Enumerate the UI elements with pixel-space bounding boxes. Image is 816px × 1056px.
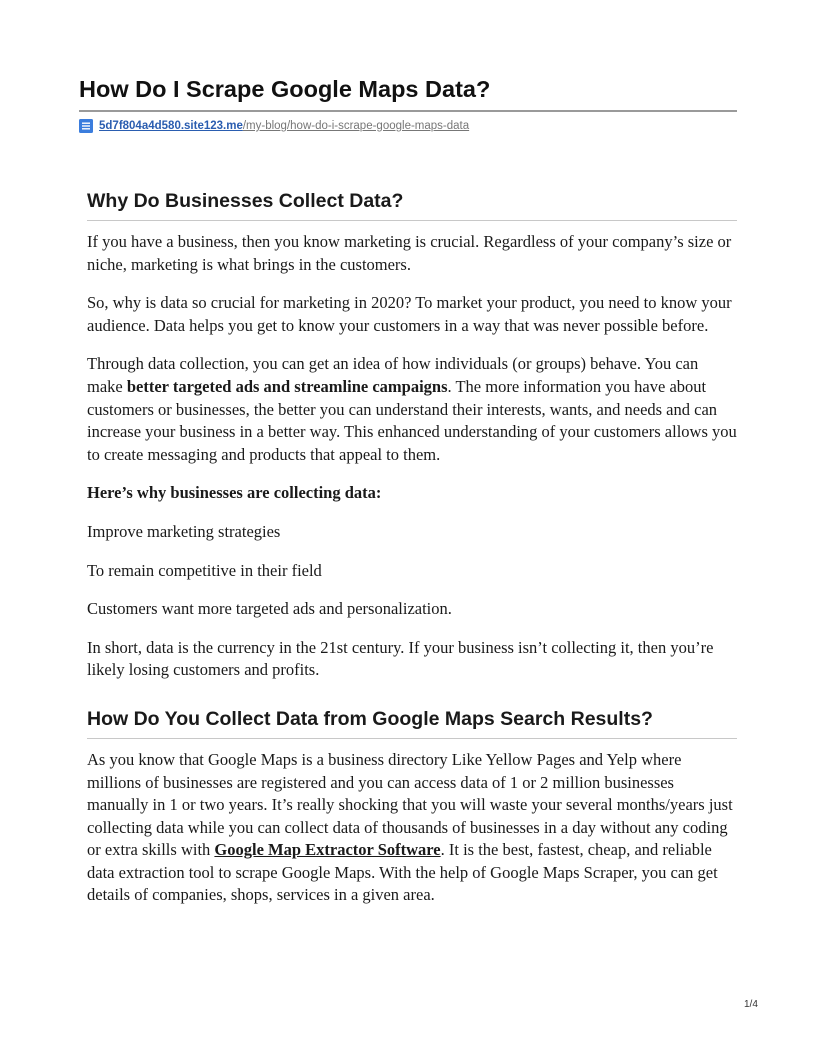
section-heading-how: How Do You Collect Data from Google Maps Search Results?	[87, 706, 737, 739]
list-item: Improve marketing strategies	[87, 521, 281, 541]
page-number: 1/4	[744, 999, 758, 1010]
paragraph	[87, 749, 737, 907]
bold-phrase: better targeted ads and streamline campaigns	[126, 376, 448, 396]
list-item: Customers want more targeted ads and personalization.	[87, 599, 452, 619]
source-link-row[interactable]	[79, 118, 469, 134]
google-map-extractor-link[interactable]: Google Map Extractor Software	[214, 840, 441, 860]
document-icon	[79, 119, 93, 133]
source-path-link[interactable]: /my-blog/how-do-i-scrape-google-maps-data	[242, 120, 470, 132]
list-heading-text: Here’s why businesses are collecting data:	[87, 483, 382, 503]
title-divider	[79, 110, 737, 112]
list-item: To remain competitive in their field	[87, 560, 322, 580]
section-heading-why: Why Do Businesses Collect Data?	[87, 188, 737, 221]
paragraph: So, why is data so crucial for marketing in 2020? To market your product, you need to know your audience. Data helps you get to know your customers in a way that was never possible before.	[87, 293, 732, 335]
paragraph-text: . The more information you have about customers or businesses, the better you can understand their interests, wants, and needs and can increase your business in a better way. This enhanced understanding of your customers allows you to create messaging and products that appeal to them.	[87, 376, 737, 464]
paragraph: In short, data is the currency in the 21st century. If your business isn’t collecting it, then you’re likely losing customers and profits.	[87, 637, 714, 680]
paragraph	[87, 353, 737, 466]
paragraph-text: . It is the best, fastest, cheap, and reliable data extraction tool to scrape Google Maps. With the help of Google Maps Scraper, you can get details of companies, shops, services in a given area.	[87, 840, 718, 905]
list-heading	[87, 482, 737, 505]
article-body	[87, 188, 737, 907]
paragraph-text: Through data collection, you can get an idea of how individuals (or groups) behave. You can make	[87, 354, 699, 396]
page-title: How Do I Scrape Google Maps Data?	[79, 76, 491, 102]
paragraph: If you have a business, then you know marketing is crucial. Regardless of your company’s size or niche, marketing is what brings in the customers.	[87, 232, 732, 274]
source-domain-link[interactable]: 5d7f804a4d580.site123.me	[99, 120, 243, 132]
paragraph-text: As you know that Google Maps is a business directory Like Yellow Pages and Yelp where millions of businesses are registered and you can access data of 1 or 2 million businesses manually in 1 or two years. It’s really shocking that you will waste your several months/years just collecting data while you can collect data of thousands of businesses in a day without any coding or extra skills with	[87, 749, 733, 860]
